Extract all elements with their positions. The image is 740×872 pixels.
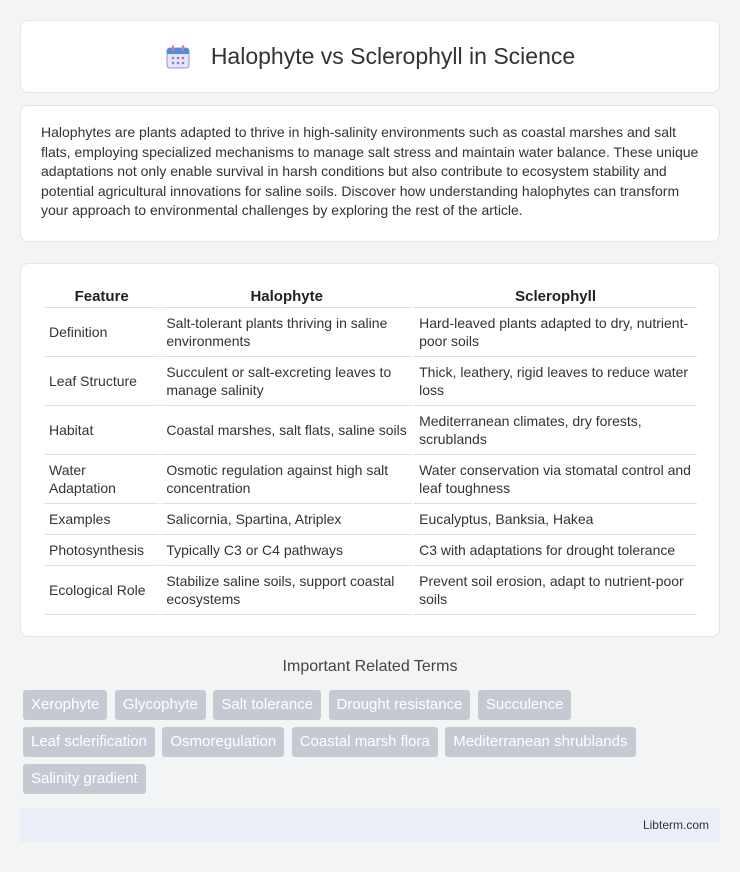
table-cell: Water Adaptation [44, 455, 159, 504]
related-term-tag[interactable]: Salinity gradient [23, 764, 146, 794]
column-header-halophyte: Halophyte [161, 284, 412, 308]
table-cell: Habitat [44, 406, 159, 455]
table-cell: Leaf Structure [44, 357, 159, 406]
related-term-tag[interactable]: Drought resistance [329, 690, 471, 720]
table-cell: Photosynthesis [44, 535, 159, 566]
table-row [44, 308, 697, 357]
table-cell: Ecological Role [44, 566, 159, 615]
table-cell: Salicornia, Spartina, Atriplex [161, 504, 412, 535]
table-cell: Stabilize saline soils, support coastal ecosystems [161, 566, 412, 615]
related-term-tag[interactable]: Glycophyte [115, 690, 206, 720]
table-row [44, 535, 697, 566]
table-row [44, 455, 697, 504]
comparison-table [42, 284, 699, 615]
table-cell: Definition [44, 308, 159, 357]
intro-section [20, 105, 720, 242]
table-cell: Coastal marshes, salt flats, saline soils [161, 406, 412, 455]
related-terms-title: Important Related Terms [282, 658, 458, 675]
table-cell: Mediterranean climates, dry forests, scrublands [414, 406, 697, 455]
page-header [20, 20, 720, 93]
table-cell: Prevent soil erosion, adapt to nutrient-poor soils [414, 566, 697, 615]
calendar-icon [165, 44, 191, 70]
column-header-feature: Feature [44, 284, 159, 308]
column-header-sclerophyll: Sclerophyll [414, 284, 697, 308]
table-row [44, 406, 697, 455]
table-row [44, 504, 697, 535]
table-cell: Hard-leaved plants adapted to dry, nutrient-poor soils [414, 308, 697, 357]
table-row [44, 357, 697, 406]
related-terms-list [23, 690, 713, 801]
table-cell: Thick, leathery, rigid leaves to reduce water loss [414, 357, 697, 406]
comparison-section [20, 263, 720, 637]
related-term-tag[interactable]: Coastal marsh flora [292, 727, 438, 757]
related-term-tag[interactable]: Salt tolerance [213, 690, 321, 720]
related-term-tag[interactable]: Succulence [478, 690, 572, 720]
related-term-tag[interactable]: Xerophyte [23, 690, 107, 720]
related-term-tag[interactable]: Osmoregulation [162, 727, 284, 757]
table-cell: Salt-tolerant plants thriving in saline environments [161, 308, 412, 357]
table-cell: Succulent or salt-excreting leaves to manage salinity [161, 357, 412, 406]
page-footer [20, 808, 720, 842]
table-cell: Osmotic regulation against high salt concentration [161, 455, 412, 504]
intro-text: Halophytes are plants adapted to thrive in high-salinity environments such as coastal marshes and salt flats, employing specialized mechanisms to manage salt stress and maintain water balance. These unique adaptations not only enable survival in harsh conditions but also contribute to ecosystem stability and potential agricultural innovations for saline soils. Discover how understanding halophytes can transform your approach to environmental challenges by exploring the rest of the article. [41, 124, 699, 218]
page-title: Halophyte vs Sclerophyll in Science [210, 43, 576, 69]
related-term-tag[interactable]: Leaf sclerification [23, 727, 155, 757]
table-cell: Typically C3 or C4 pathways [161, 535, 412, 566]
table-cell: Water conservation via stomatal control and leaf toughness [414, 455, 697, 504]
table-cell: Eucalyptus, Banksia, Hakea [414, 504, 697, 535]
table-cell: Examples [44, 504, 159, 535]
table-cell: C3 with adaptations for drought tolerance [414, 535, 697, 566]
table-row [44, 566, 697, 615]
related-term-tag[interactable]: Mediterranean shrublands [445, 727, 635, 757]
footer-site-link[interactable]: Libterm.com [642, 818, 709, 832]
table-header-row [44, 284, 697, 308]
